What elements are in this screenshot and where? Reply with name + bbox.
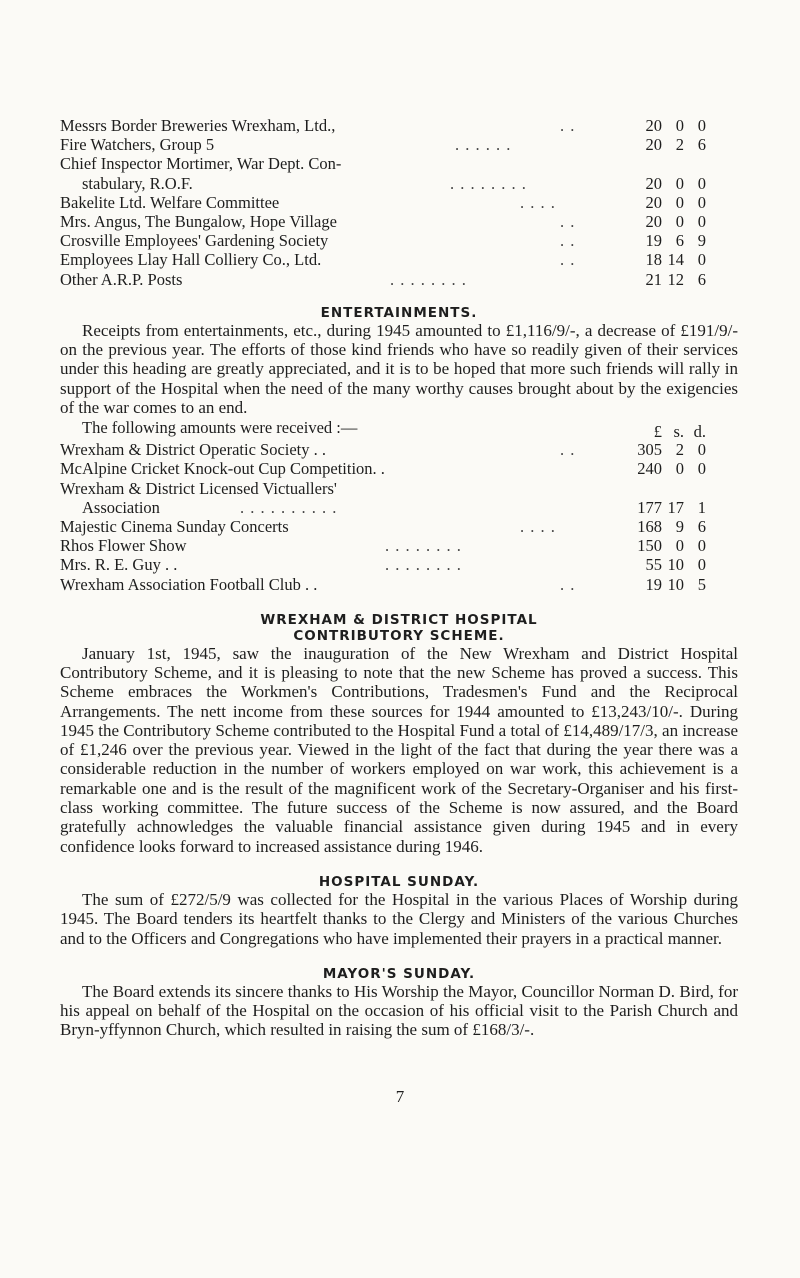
- amount-pounds: 150: [637, 536, 662, 556]
- entertainment-name: Majestic Cinema Sunday Concerts: [60, 516, 289, 536]
- list-item: [60, 479, 738, 517]
- amount-shillings: 0: [675, 173, 684, 193]
- leader-dots: . .: [560, 250, 576, 270]
- amount-pence: 6: [697, 516, 706, 536]
- amount-shillings: 10: [667, 555, 684, 575]
- donor-name: Fire Watchers, Group 5: [60, 135, 215, 155]
- amount-shillings: 0: [675, 192, 684, 212]
- amount-pence: 5: [697, 574, 706, 594]
- entertainment-name: McAlpine Cricket Knock-out Cup Competition. .: [60, 459, 385, 479]
- amount-pounds: 20: [645, 192, 662, 212]
- list-item: [60, 575, 738, 594]
- donor-name-continued: stabulary, R.O.F.: [82, 173, 193, 193]
- amount-pence: 0: [697, 211, 706, 231]
- entertainment-name-continued: Association: [82, 497, 160, 517]
- amount-shillings: 17: [667, 497, 684, 517]
- leader-dots: . .: [560, 574, 576, 594]
- list-item: [60, 270, 738, 289]
- list-item: [60, 193, 738, 212]
- section-heading-hospital-sunday: HOSPITAL SUNDAY.: [318, 873, 480, 890]
- amount-shillings: 0: [675, 116, 684, 135]
- amount-pence: 0: [697, 536, 706, 556]
- list-item: [60, 116, 738, 135]
- amount-pounds: 240: [637, 459, 662, 479]
- amount-pounds: 20: [645, 116, 662, 135]
- amount-shillings: 0: [675, 459, 684, 479]
- list-item: [60, 517, 738, 536]
- amount-pence: 9: [697, 231, 706, 251]
- hospital-sunday-paragraph: The sum of £272/5/9 was collected for the Hospital in the various Places of Worship during 1945. The Board tenders its heartfelt thanks to the Clergy and Ministers of the various Churches and to the Officers and Congregations who have implemented their prayers in a practical manner.: [60, 889, 738, 948]
- amount-pounds: 20: [645, 211, 662, 231]
- list-item: [60, 250, 738, 269]
- entertainment-name: Rhos Flower Show: [60, 536, 187, 556]
- leader-dots: . . . .: [520, 192, 556, 212]
- leader-dots: . . . . . . . . . .: [240, 497, 338, 517]
- list-item: [60, 154, 738, 192]
- amount-shillings: 9: [675, 516, 684, 536]
- amount-shillings: 10: [667, 574, 684, 594]
- entertainments-intro-row: [60, 418, 738, 440]
- section-heading-contributory-line2: CONTRIBUTORY SCHEME.: [293, 627, 505, 644]
- donor-name: Messrs Border Breweries Wrexham, Ltd.,: [60, 116, 336, 135]
- list-item: [60, 536, 738, 555]
- section-heading-mayors-sunday: MAYOR'S SUNDAY.: [322, 965, 476, 982]
- amount-shillings: 2: [675, 135, 684, 155]
- leader-dots: . . . . . . . .: [385, 536, 462, 556]
- list-item: [60, 135, 738, 154]
- donor-name: Employees Llay Hall Colliery Co., Ltd.: [60, 250, 322, 270]
- leader-dots: . . . . . . . .: [450, 173, 527, 193]
- entertainments-list: [60, 440, 738, 594]
- column-header-pounds: £: [653, 422, 662, 442]
- page-number: 7: [395, 1087, 405, 1106]
- section-heading-entertainments: ENTERTAINMENTS.: [320, 304, 478, 321]
- list-item: [60, 440, 738, 459]
- amount-shillings: 12: [667, 269, 684, 289]
- amount-pounds: 20: [645, 135, 662, 155]
- amount-pounds: 305: [637, 440, 662, 460]
- amount-pence: 0: [697, 440, 706, 460]
- donor-name: Chief Inspector Mortimer, War Dept. Con-: [60, 154, 342, 174]
- entertainment-name: Wrexham & District Licensed Victuallers': [60, 478, 337, 498]
- amount-pounds: 168: [637, 516, 662, 536]
- column-header-pence: d.: [693, 422, 706, 442]
- amount-pounds: 21: [645, 269, 662, 289]
- amount-pounds: 18: [645, 250, 662, 270]
- column-header-shillings: s.: [673, 422, 684, 442]
- amount-pence: 0: [697, 459, 706, 479]
- amount-shillings: 2: [675, 440, 684, 460]
- mayors-sunday-paragraph: The Board extends its sincere thanks to His Worship the Mayor, Councillor Norman D. Bird, for his appeal on behalf of the Hospital on the occasion of his official visit to the Parish Church and Bryn-yffynnon Church, which resulted in raising the sum of £168/3/-.: [60, 981, 738, 1040]
- amount-pence: 6: [697, 269, 706, 289]
- entertainments-intro: The following amounts were received :—: [82, 418, 358, 438]
- amount-pounds: 19: [645, 574, 662, 594]
- donor-name: Bakelite Ltd. Welfare Committee: [60, 192, 280, 212]
- list-item: [60, 555, 738, 574]
- leader-dots: . .: [560, 440, 576, 460]
- donations-list: [60, 116, 738, 289]
- leader-dots: . . . . . . . .: [385, 555, 462, 575]
- entertainment-name: Wrexham Association Football Club . .: [60, 574, 318, 594]
- leader-dots: . .: [560, 116, 576, 135]
- section-heading-contributory-line1: WREXHAM & DISTRICT HOSPITAL: [260, 611, 538, 628]
- amount-pence: 1: [697, 497, 706, 517]
- donor-name: Mrs. Angus, The Bungalow, Hope Village: [60, 211, 337, 231]
- amount-pounds: 20: [645, 173, 662, 193]
- leader-dots: . . . . . .: [455, 135, 512, 155]
- donor-name: Other A.R.P. Posts: [60, 269, 183, 289]
- entertainments-paragraph: Receipts from entertainments, etc., during 1945 amounted to £1,116/9/-, a decrease of £191/9/- on the previous year. The efforts of those kind friends who have so readily given of their services under this heading are greatly appreciated, and it is to be hoped that more such friends will rally in support of the Hospital when the need of the many worthy causes brought about by the exigencies of the war comes to an end.: [60, 320, 738, 417]
- amount-shillings: 0: [675, 536, 684, 556]
- leader-dots: . .: [560, 231, 576, 251]
- document-page: [60, 116, 738, 1040]
- entertainment-name: Mrs. R. E. Guy . .: [60, 555, 178, 575]
- amount-pounds: 177: [637, 497, 662, 517]
- contributory-paragraph: January 1st, 1945, saw the inauguration of the New Wrexham and District Hospital Contributory Scheme, and it is pleasing to note that the new Scheme has proved a success. This Scheme embraces the Workmen's Contributions, Tradesmen's Fund and the Reciprocal Arrangements. The nett income from these sources for 1944 amounted to £13,243/10/-. During 1945 the Contributory Scheme contributed to the Hospital Fund a total of £14,489/17/3, an increase of £1,246 over the previous year. Viewed in the light of the fact that during the year there was a considerable reduction in the number of workers employed on war work, this achievement is a remarkable one and is the result of the magnificent work of the Secretary-Organiser and his first-class working committee. The future success of the Scheme is now assured, and the Board gratefully achnowledges the valuable financial assistance given during 1945 and in every confidence looks forward to increased assistance during 1946.: [60, 643, 738, 856]
- leader-dots: . .: [560, 211, 576, 231]
- amount-shillings: 14: [667, 250, 684, 270]
- amount-pence: 0: [697, 250, 706, 270]
- leader-dots: . . . .: [520, 516, 556, 536]
- amount-pence: 0: [697, 555, 706, 575]
- donor-name: Crosville Employees' Gardening Society: [60, 231, 329, 251]
- leader-dots: . . . . . . . .: [390, 269, 467, 289]
- list-item: [60, 231, 738, 250]
- amount-pence: 0: [697, 116, 706, 135]
- amount-shillings: 6: [675, 231, 684, 251]
- amount-pence: 6: [697, 135, 706, 155]
- amount-pence: 0: [697, 173, 706, 193]
- list-item: [60, 212, 738, 231]
- amount-pence: 0: [697, 192, 706, 212]
- list-item: [60, 459, 738, 478]
- amount-shillings: 0: [675, 211, 684, 231]
- amount-pounds: 55: [645, 555, 662, 575]
- amount-pounds: 19: [645, 231, 662, 251]
- entertainment-name: Wrexham & District Operatic Society . .: [60, 440, 327, 460]
